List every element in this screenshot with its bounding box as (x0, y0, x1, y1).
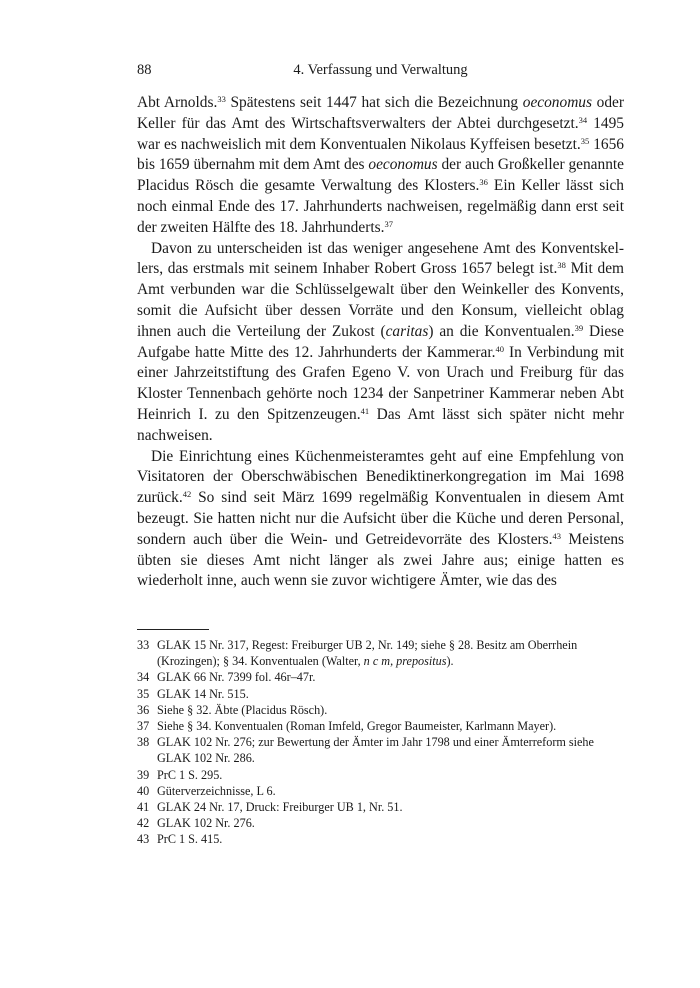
text-run: Mit dem Amt verbunden war die Schlüsselgewalt über den Weinkeller des Konvents, somit die Aufsicht über dessen Vorräte und den Konsum, vielleicht oblag ihnen auch die Verteilung der Zukost ( (137, 260, 625, 340)
text-run: der auch Großkeller genannte Placidus Rösch die gesamte Verwaltung des Klosters. (137, 156, 624, 195)
text-run: GLAK 24 Nr. 17, Druck: Freiburger UB 1, Nr. 51. (157, 800, 403, 815)
footnote-reference: 41 (360, 405, 370, 416)
text-run: Siehe § 32. Äbte (Placidus Rösch). (157, 702, 328, 717)
footnote (137, 831, 624, 847)
footnote-number: 42 (137, 816, 150, 831)
text-run: ). (446, 654, 454, 669)
footnote-number: 43 (137, 832, 150, 847)
footnote (137, 783, 624, 799)
text-run: Die Einrichtung eines Küchenmeisteramtes geht auf eine Empfehlung von Visitatoren der Oberschwäbischen Benediktinerkongregation im Mai 1698 zurück. (137, 447, 624, 507)
footnote-reference: 37 (384, 218, 393, 229)
footnote-text (157, 767, 624, 783)
footnote-text (157, 637, 624, 669)
text-run: GLAK 102 Nr. 276; zur Bewertung der Ämter im Jahr 1798 und einer Ämterreform siehe GLAK 102 Nr. 286. (157, 735, 594, 766)
text-run: Spätestens seit 1447 hat sich die Bezeichnung (225, 94, 523, 111)
footnote-text (157, 734, 624, 766)
footnote (137, 815, 624, 831)
footnote-text (157, 718, 624, 734)
footnote-number: 38 (137, 735, 150, 750)
paragraph (137, 239, 624, 447)
text-run: 1656 bis 1659 übernahm mit dem Amt des (137, 135, 624, 174)
footnote-text (157, 831, 624, 847)
footnote-reference: 33 (217, 94, 226, 104)
footnote-number: 39 (137, 767, 150, 782)
footnote-reference: 39 (574, 322, 584, 333)
text-run: PrC 1 S. 295. (157, 767, 223, 782)
footnote-reference: 36 (479, 177, 488, 188)
text-run: ) an die Konventualen. (428, 322, 575, 340)
footnotes (137, 637, 624, 848)
footnote-text (157, 702, 624, 718)
footnote-number: 36 (137, 702, 150, 717)
footnote-number: 41 (137, 800, 150, 815)
page-number: 88 (137, 62, 152, 78)
footnote-reference: 35 (580, 135, 590, 146)
text-run: oder Keller für das Amt des Wirtschaftsverwalters der Abtei durchgesetzt. (137, 94, 624, 132)
footnote-number: 34 (137, 670, 150, 685)
text-run: In Verbindung mit einer Jahrzeitstiftung des Grafen Egeno V. von Urach und Freiburg für das Kloster Tennenbach gehörte noch 1234 der Sanpetriner Kammerar neben Abt Heinrich I. zu den Spitzenzeugen. (137, 343, 625, 423)
footnote-number: 40 (137, 783, 150, 798)
italic-term: caritas (385, 322, 429, 340)
text-run: 1495 war es nachweislich mit dem Konventualen Nikolaus Kyffeisen besetzt. (137, 114, 624, 153)
footnote-reference: 42 (182, 489, 192, 500)
footnote-reference: 38 (557, 260, 566, 271)
running-head: 4. Verfassung und Verwaltung (293, 62, 468, 78)
footnote (137, 686, 624, 702)
italic-term: oeconomus (522, 94, 592, 111)
text-run: Güterverzeichnisse, L 6. (157, 783, 276, 798)
footnote-text (157, 783, 624, 799)
text-run: Siehe § 34. Konventualen (Roman Imfeld, Gregor Baumeister, Karlmann Mayer). (157, 719, 557, 734)
text-run: GLAK 66 Nr. 7399 fol. 46r–47r. (157, 670, 316, 685)
footnote-text (157, 686, 624, 702)
text-run: Abt Arnolds. (137, 94, 218, 111)
text-run: Ein Keller lässt sich noch einmal Ende des 17. Jahrhunderts nachweisen, regelmäßig dann erst seit der zweiten Hälfte des 18. Jahrhunderts. (137, 177, 624, 236)
footnote-number: 33 (137, 638, 150, 652)
footnote-text (157, 815, 624, 831)
text-run: GLAK 15 Nr. 317, Regest: Freiburger UB 2, Nr. 149; siehe § 28. Besitz am Oberrhein (Krozingen); § 34. Konventualen (Walter, (157, 638, 578, 669)
footnote-separator (137, 629, 209, 630)
footnote-number: 35 (137, 686, 150, 701)
text-run: Meistens übten sie dieses Amt nicht länger als zwei Jahre aus; einige hatten es wiederholt inne, auch wenn sie zuvor wichtigere Ämter, wie das des (137, 530, 625, 590)
italic-term: oeconomus (368, 156, 438, 174)
page-header (137, 62, 624, 84)
footnote (137, 734, 624, 766)
footnote (137, 799, 624, 815)
footnote (137, 718, 624, 734)
text-run: PrC 1 S. 415. (157, 832, 223, 847)
text-run: Das Amt lässt sich später nicht mehr nachweisen. (137, 405, 624, 444)
footnote (137, 669, 624, 685)
footnote (137, 637, 624, 669)
footnote-reference: 40 (495, 343, 504, 354)
text-run: Davon zu unterscheiden ist das weniger angesehene Amt des Konventskellers, das erstmals mit seinem Inhaber Robert Gross 1657 belegt ist. (137, 239, 624, 278)
italic-term: n c m, prepositus (363, 654, 447, 669)
paragraph (137, 93, 624, 239)
footnote-reference: 34 (578, 114, 588, 125)
footnote (137, 767, 624, 783)
text-run: GLAK 102 Nr. 276. (157, 816, 255, 831)
footnote (137, 702, 624, 718)
paragraph (137, 447, 624, 593)
text-run: GLAK 14 Nr. 515. (157, 686, 249, 701)
text-run: Diese Aufgabe hatte Mitte des 12. Jahrhunderts der Kammerar. (137, 322, 624, 361)
text-run: So sind seit März 1699 regelmäßig Konventualen in diesem Amt bezeugt. Sie hatten nicht nur die Aufsicht über die Küche und deren Personal, sondern auch über die Wein- und Getreidevorräte des Klosters. (137, 489, 624, 548)
footnote-text (157, 669, 624, 685)
main-text (137, 93, 624, 592)
footnote-reference: 43 (552, 530, 562, 541)
footnote-text (157, 799, 624, 815)
footnote-number: 37 (137, 719, 150, 734)
